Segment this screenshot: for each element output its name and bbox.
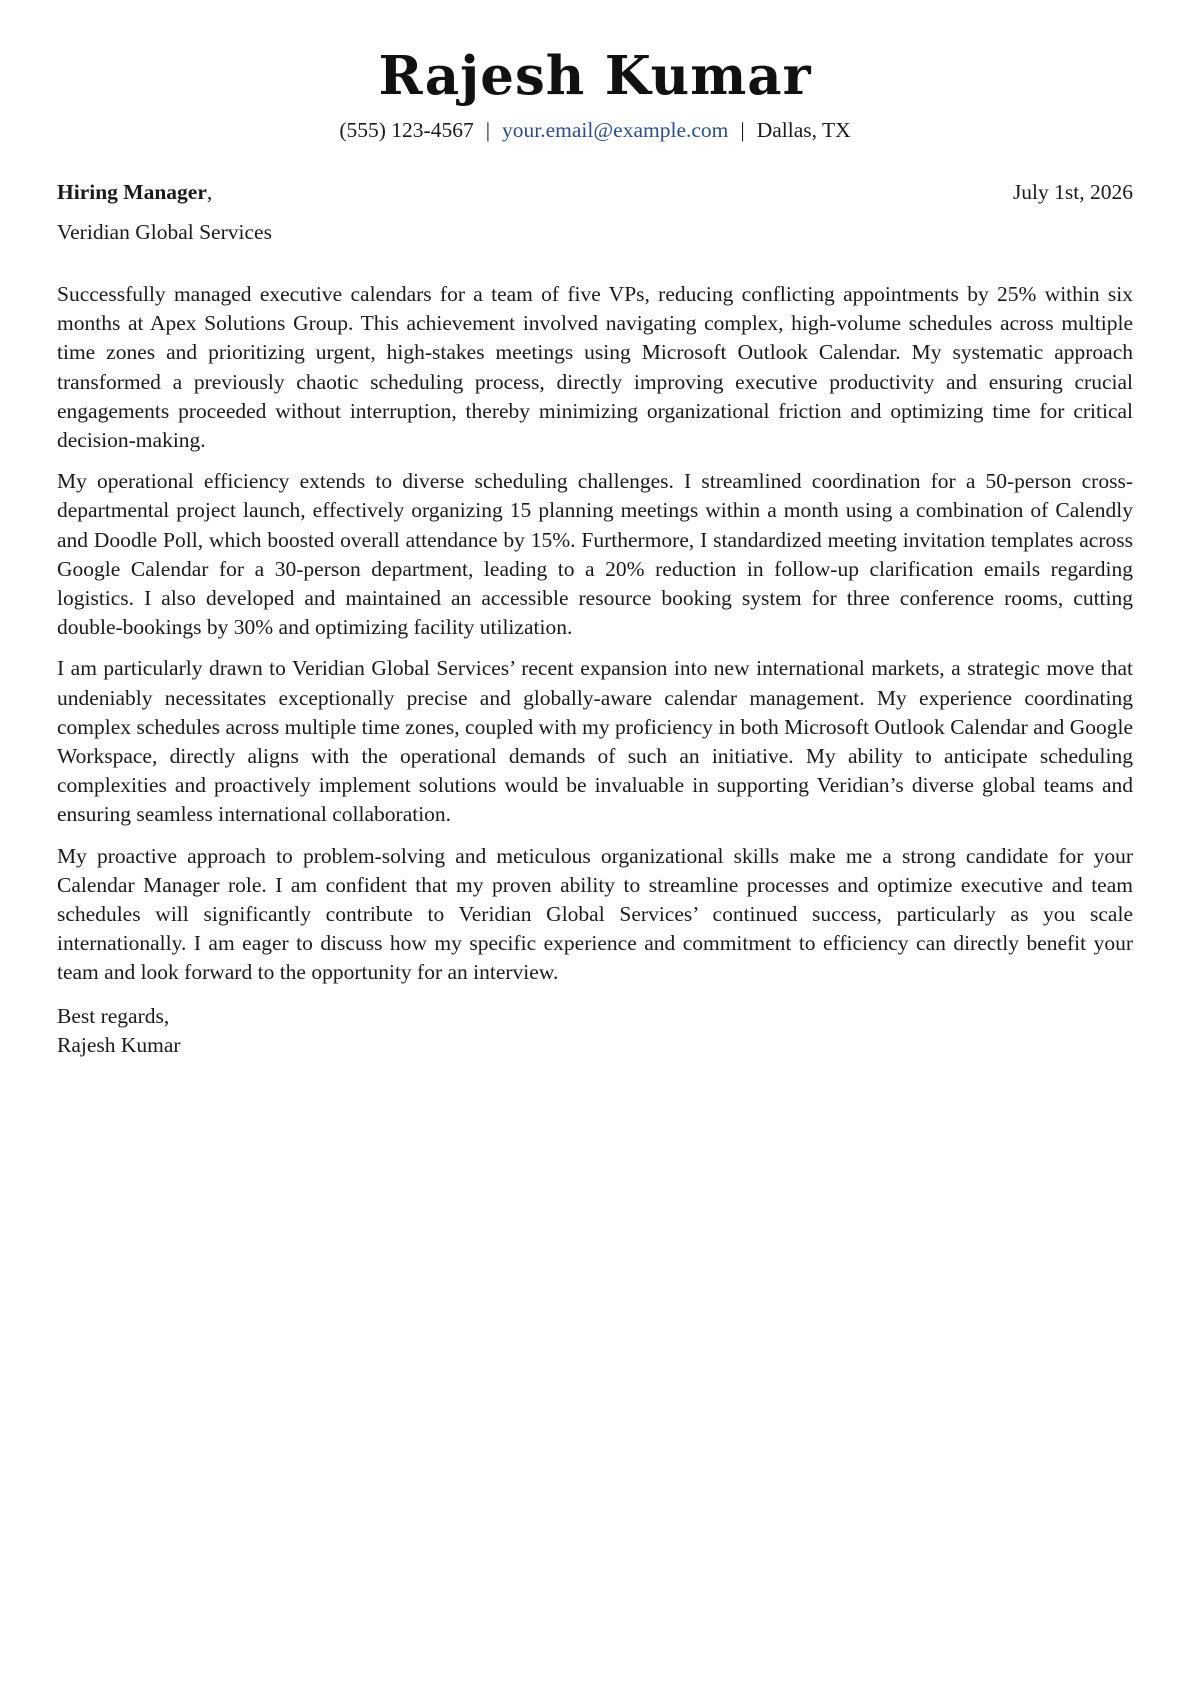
salutation	[57, 178, 212, 206]
sign-off: Best regards,	[57, 1003, 170, 1028]
location: Dallas, TX	[756, 118, 851, 142]
body-paragraph: Successfully managed executive calendars for a team of five VPs, reducing conflicting appointments by 25% within six months at Apex Solutions Group. This achievement involved navigating complex, high-volume schedules across multiple time zones and prioritizing urgent, high-stakes meetings using Microsoft Outlook Calendar. My systematic approach transformed a previously chaotic scheduling process, directly improving executive productivity and ensuring crucial engagements proceeded without interruption, thereby minimizing organizational friction and optimizing time for critical decision-making.	[57, 282, 1133, 453]
salutation-recipient: Hiring Manager	[57, 180, 207, 204]
closing-block	[57, 1002, 1133, 1060]
salutation-comma: ,	[206, 180, 213, 204]
body-paragraph: My proactive approach to problem-solving and meticulous organizational skills make me a strong candidate for your Calendar Manager role. I am confident that my proven ability to streamline processes and optimize executive and team schedules will significantly contribute to Veridian Global Services’ continued success, particularly as you scale internationally. I am eager to discuss how my specific experience and commitment to efficiency can directly benefit your team and look forward to the opportunity for an interview.	[57, 843, 1133, 985]
email-link[interactable]: your.email@example.com	[502, 118, 729, 142]
letter-date: July 1st, 2026	[1012, 180, 1133, 204]
body-paragraph: I am particularly drawn to Veridian Global Services’ recent expansion into new international markets, a strategic move that undeniably necessitates exceptionally precise and globally-aware calendar management. My experience coordinating complex schedules across multiple time zones, coupled with my proficiency in both Microsoft Outlook Calendar and Google Workspace, directly aligns with the operational demands of such an initiative. My ability to anticipate scheduling complexities and proactively implement solutions would be invaluable in supporting Veridian’s diverse global teams and ensuring seamless international collaboration.	[57, 656, 1133, 827]
contact-line	[57, 116, 1133, 144]
letter-body	[57, 280, 1133, 988]
contact-separator: |	[485, 118, 491, 142]
signature-name: Rajesh Kumar	[57, 1032, 181, 1057]
recipient-row	[57, 178, 1133, 206]
phone-number: (555) 123-4567	[339, 118, 474, 142]
body-paragraph: My operational efficiency extends to diverse scheduling challenges. I streamlined coordination for a 50-person cross-departmental project launch, effectively organizing 15 planning meetings within a month using a combination of Calendly and Doodle Poll, which boosted overall attendance by 15%. Furthermore, I standardized meeting invitation templates across Google Calendar for a 30-person department, leading to a 20% reduction in follow-up clarification emails regarding logistics. I also developed and maintained an accessible resource booking system for three conference rooms, cutting double-bookings by 30% and optimizing facility utilization.	[57, 469, 1133, 640]
contact-separator: |	[740, 118, 745, 142]
recipient-company: Veridian Global Services	[57, 220, 272, 244]
applicant-name: Rajesh Kumar	[378, 45, 812, 107]
